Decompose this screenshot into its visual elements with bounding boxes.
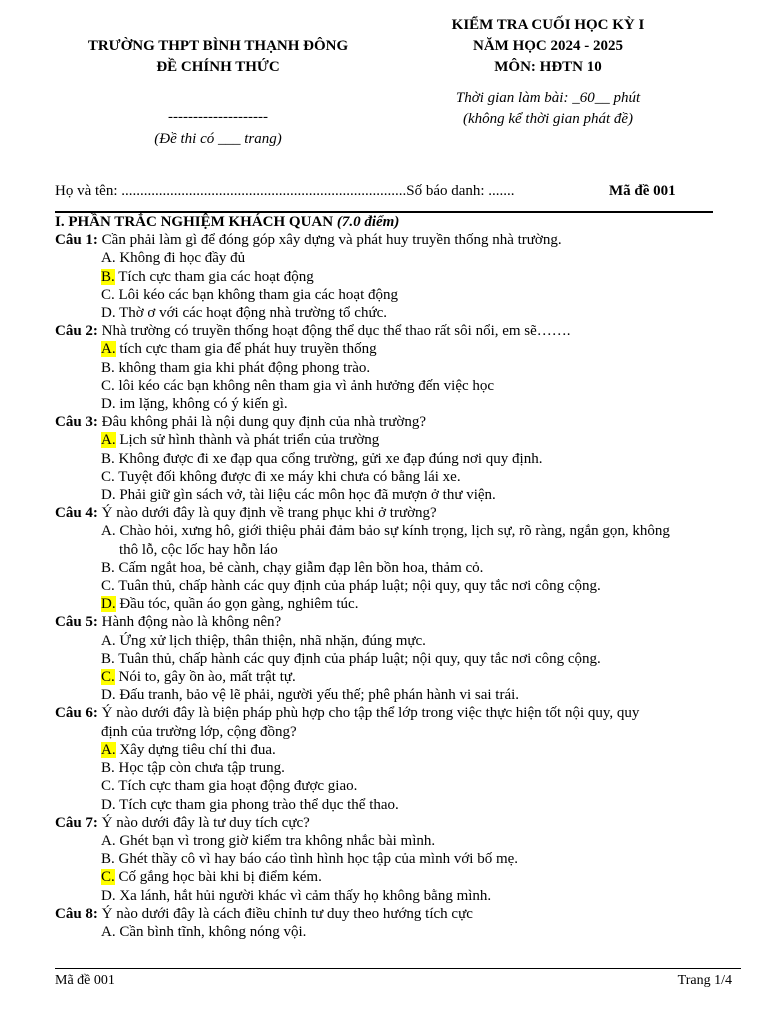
answer-letter: B. (101, 359, 115, 376)
answer-letter-highlighted: A. (101, 341, 116, 358)
answer-letter-highlighted: A. (101, 741, 116, 758)
answer-text: lôi kéo các bạn không nên tham gia vì ảnh hưởng đến việc học (118, 377, 495, 394)
answer-letter-highlighted: C. (101, 669, 115, 686)
question-text: Đâu không phải là nội dung quy định của nhà trường? (101, 414, 427, 431)
section-title-text: I. PHẦN TRẮC NGHIỆM KHÁCH QUAN (55, 214, 337, 230)
section-title (55, 213, 745, 231)
answer-letter-highlighted: D. (101, 596, 116, 613)
answer-text: không tham gia khi phát động phong trào. (118, 359, 371, 376)
question-label: Câu 8: (55, 905, 98, 922)
answer-letter: D. (101, 796, 116, 813)
answer-option (55, 522, 745, 558)
answer-letter: D. (101, 305, 116, 322)
footer-page-number: Trang 1/4 (677, 973, 732, 988)
answer-letter: B. (101, 650, 115, 667)
answer-option (55, 668, 745, 686)
answer-letter-highlighted: C. (101, 869, 115, 886)
answer-letter: A. (101, 523, 116, 540)
answer-letter: C. (101, 377, 115, 394)
question-4 (55, 504, 745, 522)
question-2 (55, 322, 745, 340)
answer-option (55, 650, 745, 668)
answer-option (55, 304, 745, 322)
question-text: Ý nào dưới đây là biện pháp phù hợp cho tập thể lớp trong việc thực hiện tốt nội quy, quy (101, 705, 640, 722)
question-text-continued: định của trường lớp, cộng đồng? (101, 723, 297, 740)
answer-text: tích cực tham gia để phát huy truyền thống (119, 341, 377, 358)
answer-option (55, 577, 745, 595)
answer-letter: D. (101, 887, 116, 904)
question-label: Câu 3: (55, 414, 98, 431)
student-info-line (55, 181, 715, 202)
answer-letter: B. (101, 559, 115, 576)
answer-option (55, 759, 745, 777)
answer-option (55, 850, 745, 868)
answer-option (55, 286, 745, 304)
exam-header (408, 15, 688, 78)
answer-letter: D. (101, 396, 116, 413)
answer-letter: C. (101, 286, 115, 303)
question-label: Câu 1: (55, 232, 98, 249)
question-8 (55, 905, 745, 923)
question-section (55, 213, 745, 941)
time-info (408, 88, 688, 130)
answer-option (55, 249, 745, 267)
answer-text: Cần bình tĩnh, không nóng vội. (119, 923, 307, 940)
question-text: Hành động nào là không nên? (101, 614, 282, 631)
answer-letter: A. (101, 832, 116, 849)
answer-option (55, 796, 745, 814)
answer-text: Phải giữ gìn sách vở, tài liệu các môn học đã mượn ở thư viện. (119, 487, 496, 504)
answer-letter: A. (101, 632, 116, 649)
answer-text: Đầu tóc, quần áo gọn gàng, nghiêm túc. (119, 596, 359, 613)
answer-option (55, 268, 745, 286)
answer-letter: C. (101, 778, 115, 795)
school-name: TRƯỜNG THPT BÌNH THẠNH ĐÔNG (87, 38, 349, 54)
question-list (55, 231, 745, 941)
school-year: NĂM HỌC 2024 - 2025 (473, 38, 623, 54)
answer-letter: D. (101, 687, 116, 704)
answer-option (55, 559, 745, 577)
answer-text: im lặng, không có ý kiến gì. (119, 396, 288, 413)
answer-text: Ghét bạn vì trong giờ kiểm tra không nhắc bài mình. (119, 832, 436, 849)
question-text: Ý nào dưới đây là quy định về trang phục khi ở trường? (101, 505, 437, 522)
header-separator: -------------------- (168, 109, 268, 125)
answer-letter-highlighted: A. (101, 432, 116, 449)
question-label: Câu 5: (55, 614, 98, 631)
answer-letter: B. (101, 760, 115, 777)
footer-exam-code: Mã đề 001 (55, 973, 115, 988)
answer-text: Xa lánh, hắt hủi người khác vì cảm thấy họ không bằng mình. (119, 887, 492, 904)
answer-text: Không đi học đầy đủ (119, 250, 246, 267)
answer-text: Lôi kéo các bạn không tham gia các hoạt động (118, 286, 399, 303)
question-text: Cần phải làm gì để đóng góp xây dựng và phát huy truyền thống nhà trường. (101, 232, 562, 249)
exam-code: Mã đề 001 (609, 183, 676, 199)
section-points: (7.0 điểm) (336, 214, 400, 230)
question-text: Nhà trường có truyền thống hoạt động thể dục thể thao rất sôi nổi, em sẽ……. (101, 323, 571, 340)
answer-text: Học tập còn chưa tập trung. (118, 760, 285, 777)
answer-text: Không được đi xe đạp qua cổng trường, gửi xe đạp đúng nơi quy định. (118, 450, 543, 467)
answer-text: Thờ ơ với các hoạt động nhà trường tổ chức. (119, 305, 387, 322)
answer-option (55, 431, 745, 449)
answer-text: Chào hỏi, xưng hô, giới thiệu phải đảm bảo sự kính trọng, lịch sự, rõ ràng, ngắn gọn, không (119, 523, 670, 540)
answer-option (55, 359, 745, 377)
question-label: Câu 6: (55, 705, 98, 722)
question-text: Ý nào dưới đây là tư duy tích cực? (101, 814, 310, 831)
answer-text: Xây dựng tiêu chí thi đua. (119, 741, 276, 758)
answer-text: Đấu tranh, bảo vệ lẽ phải, người yếu thế; phê phán hành vi sai trái. (119, 687, 520, 704)
answer-letter: D. (101, 487, 116, 504)
answer-option (55, 377, 745, 395)
question-6 (55, 704, 745, 740)
official-label: ĐỀ CHÍNH THỨC (156, 59, 280, 75)
answer-text: Tuân thủ, chấp hành các quy định của pháp luật; nội quy, quy tắc nơi công cộng. (118, 650, 601, 667)
answer-letter: B. (101, 450, 115, 467)
answer-text: Tích cực tham gia các hoạt động (118, 268, 314, 285)
answer-option (55, 632, 745, 650)
answer-text: Tuân thủ, chấp hành các quy định của pháp luật; nội quy, quy tắc nơi công cộng. (118, 578, 601, 595)
question-label: Câu 4: (55, 505, 98, 522)
exam-title: KIỂM TRA CUỐI HỌC KỲ I (451, 17, 645, 33)
answer-text: Nói to, gây ồn ào, mất trật tự. (118, 669, 296, 686)
answer-text: Tuyệt đối không được đi xe máy khi chưa có bằng lái xe. (118, 468, 461, 485)
pages-note: (Đề thi có ___ trang) (154, 131, 282, 147)
subject: MÔN: HĐTN 10 (494, 59, 602, 75)
question-5 (55, 613, 745, 631)
answer-option (55, 468, 745, 486)
answer-text: Tích cực tham gia hoạt động được giao. (118, 778, 358, 795)
time-note: (không kể thời gian phát đề) (462, 111, 634, 127)
student-id-field: Số báo danh: ....... (406, 183, 515, 199)
question-3 (55, 413, 745, 431)
answer-option (55, 595, 745, 613)
school-header (48, 36, 388, 78)
question-text: Ý nào dưới đây là cách điều chỉnh tư duy theo hướng tích cực (101, 905, 473, 922)
question-7 (55, 814, 745, 832)
answer-option (55, 832, 745, 850)
answer-option (55, 868, 745, 886)
time-allowed: Thời gian làm bài: _60__ phút (455, 90, 641, 106)
answer-option (55, 686, 745, 704)
answer-option (55, 340, 745, 358)
answer-option (55, 395, 745, 413)
answer-option (55, 923, 745, 941)
answer-option (55, 450, 745, 468)
answer-text: Cố gắng học bài khi bị điểm kém. (118, 869, 322, 886)
question-label: Câu 2: (55, 323, 98, 340)
answer-letter: C. (101, 578, 115, 595)
answer-text-continued: thô lỗ, cộc lốc hay hỗn láo (119, 541, 278, 558)
answer-option (55, 887, 745, 905)
answer-letter-highlighted: B. (101, 268, 115, 285)
answer-text: Ứng xử lịch thiệp, thân thiện, nhã nhặn, đúng mực. (119, 632, 426, 649)
answer-letter: A. (101, 923, 116, 940)
footer-divider (55, 968, 741, 969)
student-name-field: Họ và tên: ............................................................................ (55, 183, 407, 199)
question-label: Câu 7: (55, 814, 98, 831)
answer-letter: B. (101, 851, 115, 868)
answer-text: Ghét thầy cô vì hay báo cáo tình hình học tập của mình với bố mẹ. (118, 851, 519, 868)
answer-option (55, 486, 745, 504)
answer-text: Cấm ngắt hoa, bẻ cành, chạy giẫm đạp lên bồn hoa, thảm cỏ. (118, 559, 484, 576)
answer-letter: A. (101, 250, 116, 267)
answer-letter: C. (101, 468, 115, 485)
answer-text: Tích cực tham gia phong trào thể dục thể thao. (119, 796, 399, 813)
answer-text: Lịch sử hình thành và phát triển của trường (119, 432, 380, 449)
answer-option (55, 741, 745, 759)
question-1 (55, 231, 745, 249)
answer-option (55, 777, 745, 795)
